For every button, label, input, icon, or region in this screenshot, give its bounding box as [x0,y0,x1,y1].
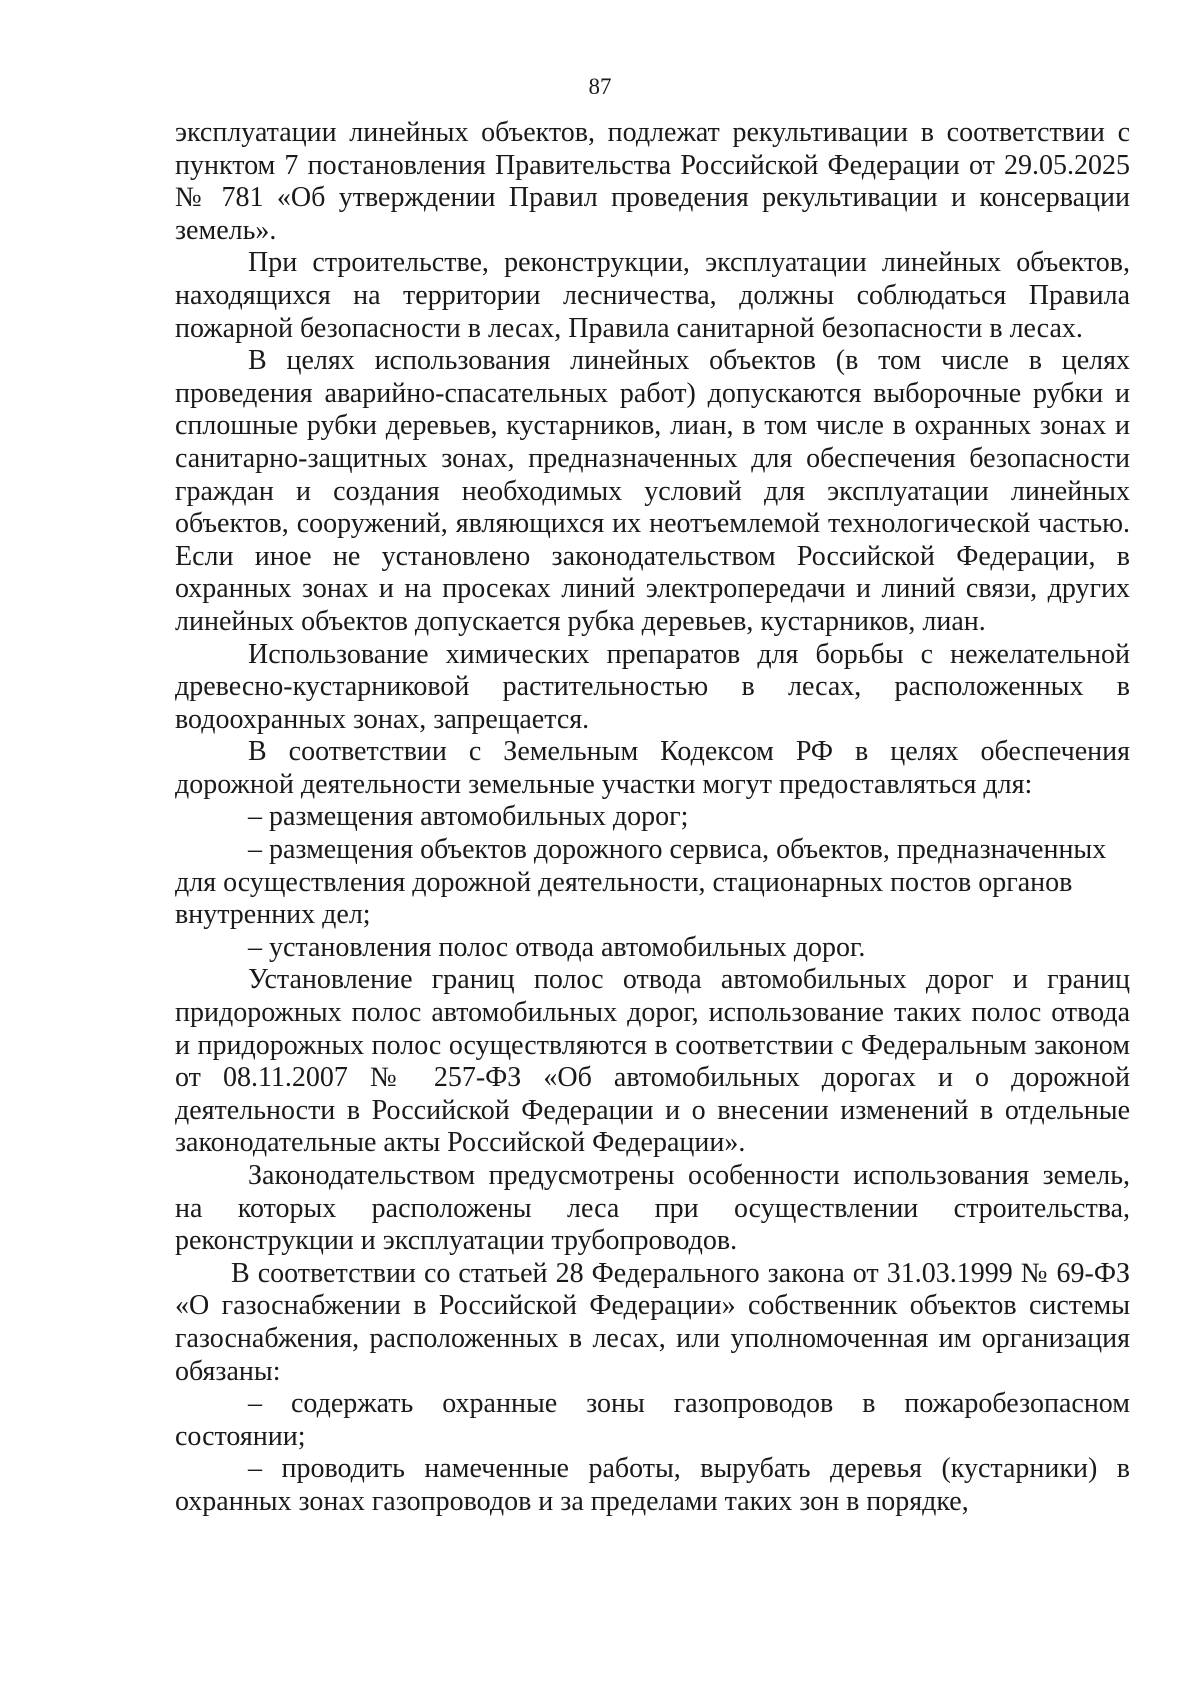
paragraph-fire-safety: При строительстве, реконструкции, эксплуатации линейных объектов, находящихся на территории лесничества, должны соблюдаться Правила пожарной безопасности в лесах, Правила санитарной безопасности в лесах. [175,247,1130,344]
document-body [175,117,1130,1519]
paragraph-gas-supply: В соответствии со статьей 28 Федерального закона от 31.03.1999 № 69-ФЗ «О газоснабжении в Российской Федерации» собственник объектов системы газоснабжения, расположенных в лесах, или уполномоченная им организация обязаны: [175,1257,1130,1387]
list-item-gas-zones: – содержать охранные зоны газопроводов в пожаробезопасном состоянии; [175,1388,1130,1452]
paragraph-pipelines: Законодательством предусмотрены особенности использования земель, на которых расположены леса при осуществлении строительства, реконструкции и эксплуатации трубопроводов. [175,1160,1130,1257]
list-item-gas-works: – проводить намеченные работы, вырубать деревья (кустарники) в охранных зонах газопроводов и за пределами таких зон в порядке, [175,1453,1130,1517]
paragraph-felling: В целях использования линейных объектов (в том числе в целях проведения аварийно-спасательных работ) допускаются выборочные рубки и сплошные рубки деревьев, кустарников, лиан, в том числе в охранных зонах и санитарно-защитных зонах, предназначенных для обеспечения безопасности граждан и создания необходимых условий для эксплуатации линейных объектов, сооружений, являющихся их неотъемлемой технологической частью. Если иное не установлено законодательством Российской Федерации, в охранных зонах и на просеках линий электропередачи и линий связи, других линейных объектов допускается рубка деревьев, кустарников, лиан. [175,345,1130,637]
list-item-roads: – размещения автомобильных дорог; [248,801,689,833]
page-number: 87 [588,74,612,99]
paragraph-land-code: В соответствии с Земельным Кодексом РФ в целях обеспечения дорожной деятельности земельные участки могут предоставляться для: [175,736,1130,800]
paragraph-road-boundaries: Установление границ полос отвода автомобильных дорог и границ придорожных полос автомобильных дорог, использование таких полос отвода и придорожных полос осуществляются в соответствии с Федеральным законом от 08.11.2007 № 257-ФЗ «Об автомобильных дорогах и о дорожной деятельности в Российской Федерации и о внесении изменений в отдельные законодательные акты Российской Федерации». [175,964,1130,1159]
list-item-right-of-way: – установления полос отвода автомобильных дорог. [248,931,866,963]
paragraph-chemicals: Использование химических препаратов для борьбы с нежелательной древесно-кустарниковой растительностью в лесах, расположенных в водоохранных зонах, запрещается. [175,638,1130,735]
list-item-road-service: – размещения объектов дорожного сервиса, объектов, предназначенных для осуществления дорожной деятельности, стационарных постов органов внутренних дел; [175,834,1107,931]
paragraph-reclamation: эксплуатации линейных объектов, подлежат рекультивации в соответствии с пунктом 7 постановления Правительства Российской Федерации от 29.05.2025 № 781 «Об утверждении Правил проведения рекультивации и консервации земель». [175,117,1130,246]
